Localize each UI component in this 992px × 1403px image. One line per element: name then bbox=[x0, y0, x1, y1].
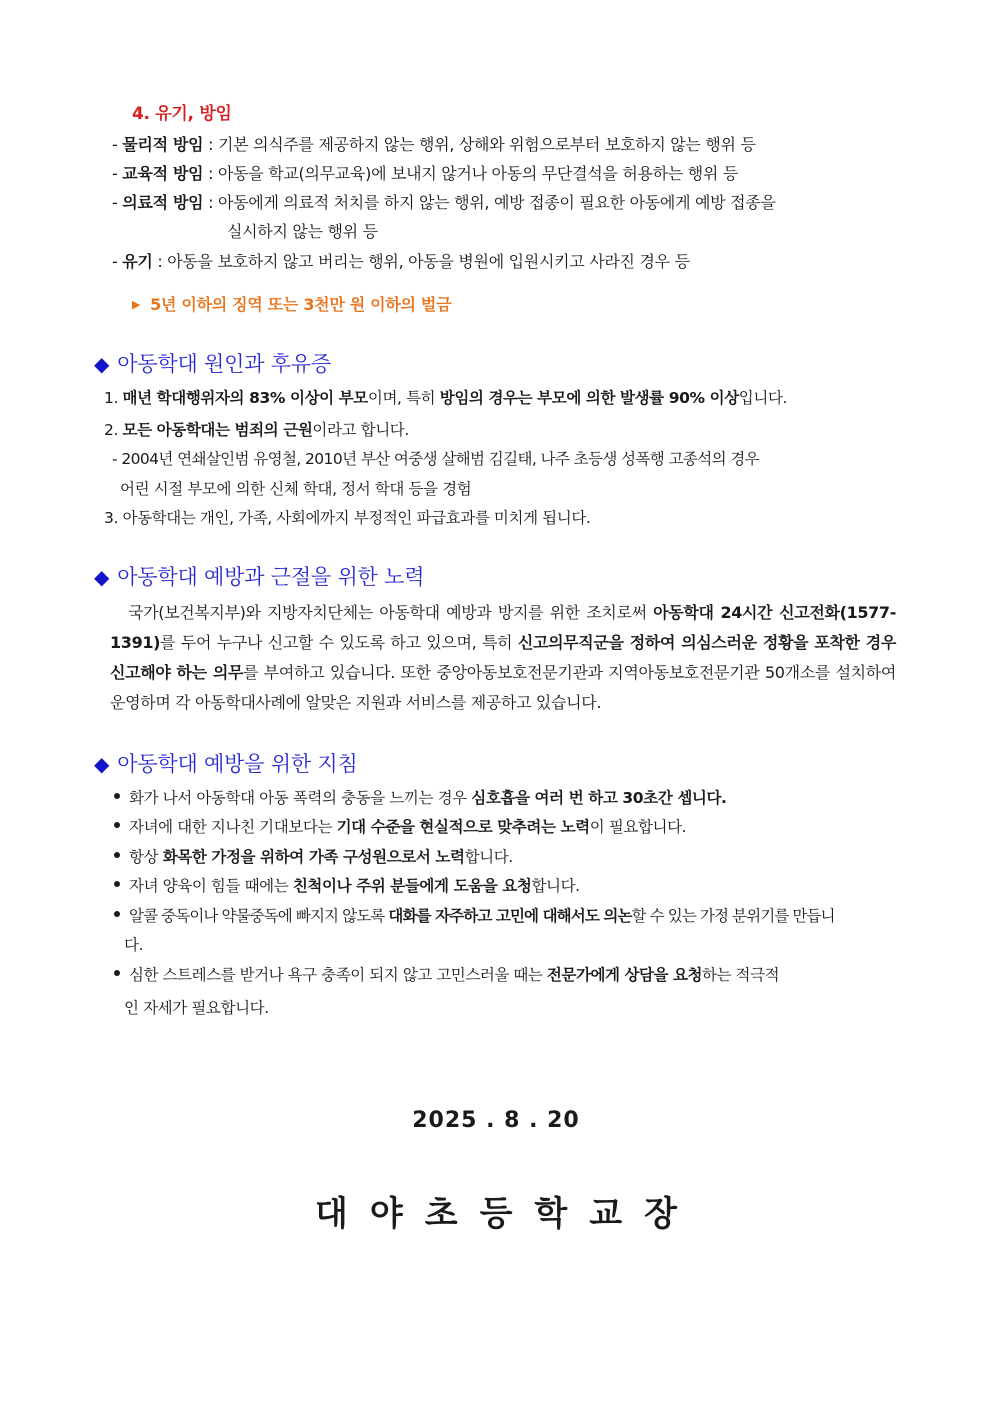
guideline-item: 알콜 중독이나 약물중독에 빠지지 않도록 대화를 자주하고 고민에 대해서도 의논할 수 있는 가정 분위기를 만듭니 bbox=[114, 905, 835, 927]
efforts-paragraph: 국가(보건복지부)와 지방자치단체는 아동학대 예방과 방지를 위한 조치로써 아동학대 24시간 신고전화(1577-1391)를 두어 누구나 신고할 수 있도록 하고 있으며, 특히 신고의무직군을 정하여 의심스러운 정황을 포착한 경우 신고해야 하는 의무를 부여하고 있습니다. 또한 중앙아동보호전문기관과 지역아동보호전문기관 50개소를 설치하여 운영하며 각 아동학대사례에 알맞은 지원과 서비스를 제공하고 있습니다. bbox=[110, 603, 896, 712]
guideline-item: 자녀 양육이 힘들 때에는 친척이나 주위 분들에게 도움을 요청합니다. bbox=[114, 875, 580, 897]
neglect-item-educational: - 교육적 방임 : 아동을 학교(의무교육)에 보내지 않거나 아동의 무단결석을 허용하는 행위 등 bbox=[112, 164, 738, 183]
document-date: 2025 . 8 . 20 bbox=[412, 1108, 580, 1133]
diamond-bullet-icon: ◆ bbox=[94, 752, 110, 776]
diamond-bullet-icon: ◆ bbox=[94, 565, 110, 589]
school-principal-signature: 대야초등학교장 bbox=[315, 1194, 699, 1234]
bullet-icon bbox=[114, 822, 120, 828]
guideline-item: 심한 스트레스를 받거나 욕구 충족이 되지 않고 고민스러울 때는 전문가에게 상담을 요청하는 적극적 bbox=[114, 964, 779, 986]
diamond-bullet-icon: ◆ bbox=[94, 352, 110, 376]
section-4-title: 4. 유기, 방임 bbox=[132, 104, 232, 124]
neglect-item-medical-cont: 실시하지 않는 행위 등 bbox=[227, 222, 378, 241]
bullet-icon bbox=[114, 793, 120, 799]
neglect-item-medical: - 의료적 방임 : 아동에게 의료적 처치를 하지 않는 행위, 예방 접종이 필요한 아동에게 예방 접종을 bbox=[112, 193, 776, 212]
causes-item-2: 2. 모든 아동학대는 범죄의 근원이라고 합니다. bbox=[104, 421, 409, 439]
arrow-right-icon: ▶ bbox=[132, 298, 141, 311]
guidelines-heading: ◆ 아동학대 예방을 위한 지침 bbox=[94, 752, 358, 776]
bullet-icon bbox=[114, 911, 120, 917]
efforts-heading: ◆ 아동학대 예방과 근절을 위한 노력 bbox=[94, 565, 425, 589]
causes-sub-line-2: 어린 시절 부모에 의한 신체 학대, 정서 학대 등을 경험 bbox=[120, 480, 472, 498]
guideline-item: 화가 나서 아동학대 아동 폭력의 충동을 느끼는 경우 심호흡을 여러 번 하고 30초간 셉니다. bbox=[114, 787, 727, 809]
guideline-item-cont: 인 자세가 필요합니다. bbox=[124, 999, 269, 1017]
guideline-item: 자녀에 대한 지나친 기대보다는 기대 수준을 현실적으로 맞추려는 노력이 필요합니다. bbox=[114, 816, 686, 838]
bullet-icon bbox=[114, 852, 120, 858]
neglect-item-physical: - 물리적 방임 : 기본 의식주를 제공하지 않는 행위, 상해와 위험으로부터 보호하지 않는 행위 등 bbox=[112, 135, 756, 154]
causes-heading: ◆ 아동학대 원인과 후유증 bbox=[94, 352, 331, 376]
bullet-icon bbox=[114, 970, 120, 976]
penalty-line: ▶ 5년 이하의 징역 또는 3천만 원 이하의 벌금 bbox=[132, 295, 452, 314]
causes-item-3: 3. 아동학대는 개인, 가족, 사회에까지 부정적인 파급효과를 미치게 됩니다. bbox=[104, 509, 591, 527]
neglect-item-abandonment: - 유기 : 아동을 보호하지 않고 버리는 행위, 아동을 병원에 입원시키고 사라진 경우 등 bbox=[112, 252, 690, 271]
guideline-item: 항상 화목한 가정을 위하여 가족 구성원으로서 노력합니다. bbox=[114, 846, 513, 868]
guideline-item-cont: 다. bbox=[124, 936, 144, 954]
causes-item-1: 1. 매년 학대행위자의 83% 이상이 부모이며, 특히 방임의 경우는 부모에 의한 발생률 90% 이상입니다. bbox=[104, 389, 788, 407]
causes-sub-line-1: - 2004년 연쇄살인범 유영철, 2010년 부산 여중생 살해범 김길태, 나주 초등생 성폭행 고종석의 경우 bbox=[112, 450, 760, 468]
bullet-icon bbox=[114, 881, 120, 887]
